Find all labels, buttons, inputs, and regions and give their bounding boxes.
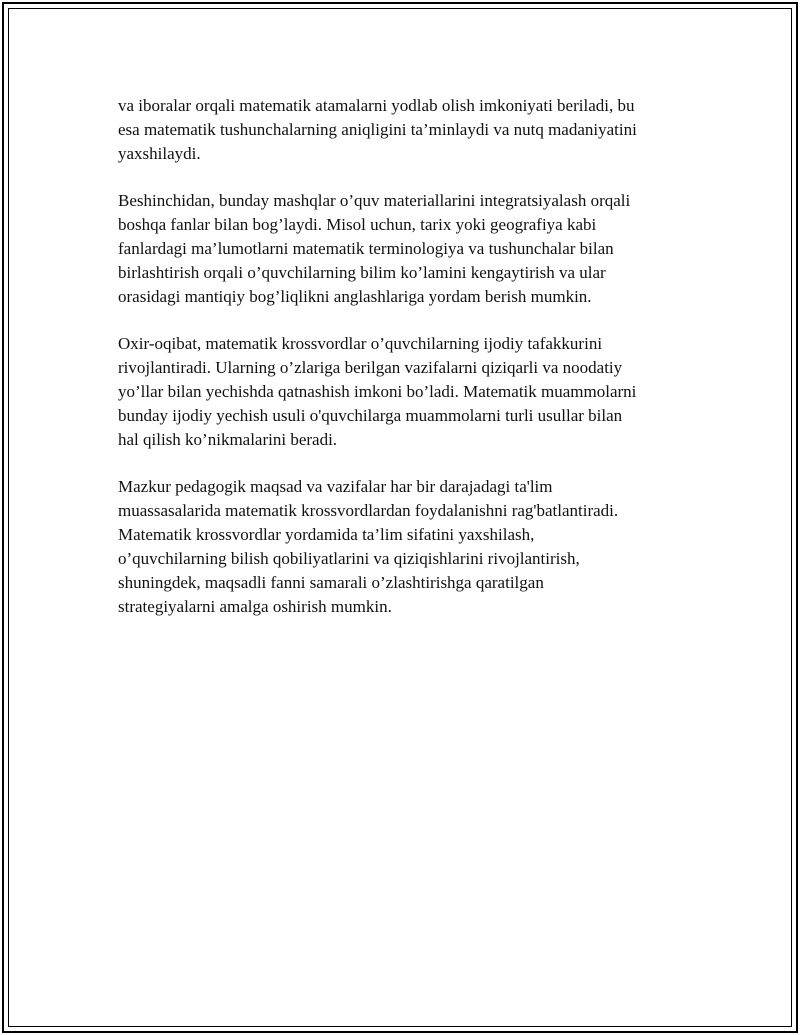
- text-line: yo’llar bilan yechishda qatnashish imkoni bo’ladi. Matematik muammolarni: [118, 382, 637, 401]
- text-line: bunday ijodiy yechish usuli o'quvchilarga muammolarni turli usullar bilan: [118, 406, 623, 425]
- text-line: Mazkur pedagogik maqsad va vazifalar har bir darajadagi ta'lim: [118, 477, 553, 496]
- text-line: hal qilish ko’nikmalarini beradi.: [118, 430, 338, 449]
- text-line: shuningdek, maqsadli fanni samarali o’zlashtirishga qaratilgan: [118, 573, 544, 592]
- text-line: orasidagi mantiqiy bog’liqlikni anglashlariga yordam berish mumkin.: [118, 287, 592, 306]
- text-line: Oxir-oqibat, matematik krossvordlar o’quvchilarning ijodiy tafakkurini: [118, 334, 603, 353]
- text-line: birlashtirish orqali o’quvchilarning bilim ko’lamini kengaytirish va ular: [118, 263, 606, 282]
- text-line: esa matematik tushunchalarning aniqligini ta’minlaydi va nutq madaniyatini: [118, 120, 637, 139]
- text-line: yaxshilaydi.: [118, 144, 201, 163]
- paragraph-3: [118, 332, 688, 452]
- text-line: boshqa fanlar bilan bog’laydi. Misol uchun, tarix yoki geografiya kabi: [118, 215, 597, 234]
- text-line: muassasalarida matematik krossvordlardan foydalanishni rag'batlantiradi.: [118, 501, 619, 520]
- paragraph-1: [118, 94, 688, 166]
- text-line: va iboralar orqali matematik atamalarni yodlab olish imkoniyati beriladi, bu: [118, 96, 635, 115]
- document-body: [118, 94, 688, 642]
- paragraph-2: [118, 189, 688, 309]
- paragraph-4: [118, 475, 688, 619]
- text-line: strategiyalarni amalga oshirish mumkin.: [118, 597, 392, 616]
- text-line: Matematik krossvordlar yordamida ta’lim sifatini yaxshilash,: [118, 525, 535, 544]
- text-line: o’quvchilarning bilish qobiliyatlarini va qiziqishlarini rivojlantirish,: [118, 549, 580, 568]
- text-line: fanlardagi ma’lumotlarni matematik terminologiya va tushunchalar bilan: [118, 239, 614, 258]
- text-line: rivojlantiradi. Ularning o’zlariga berilgan vazifalarni qiziqarli va noodatiy: [118, 358, 623, 377]
- text-line: Beshinchidan, bunday mashqlar o’quv materiallarini integratsiyalash orqali: [118, 191, 631, 210]
